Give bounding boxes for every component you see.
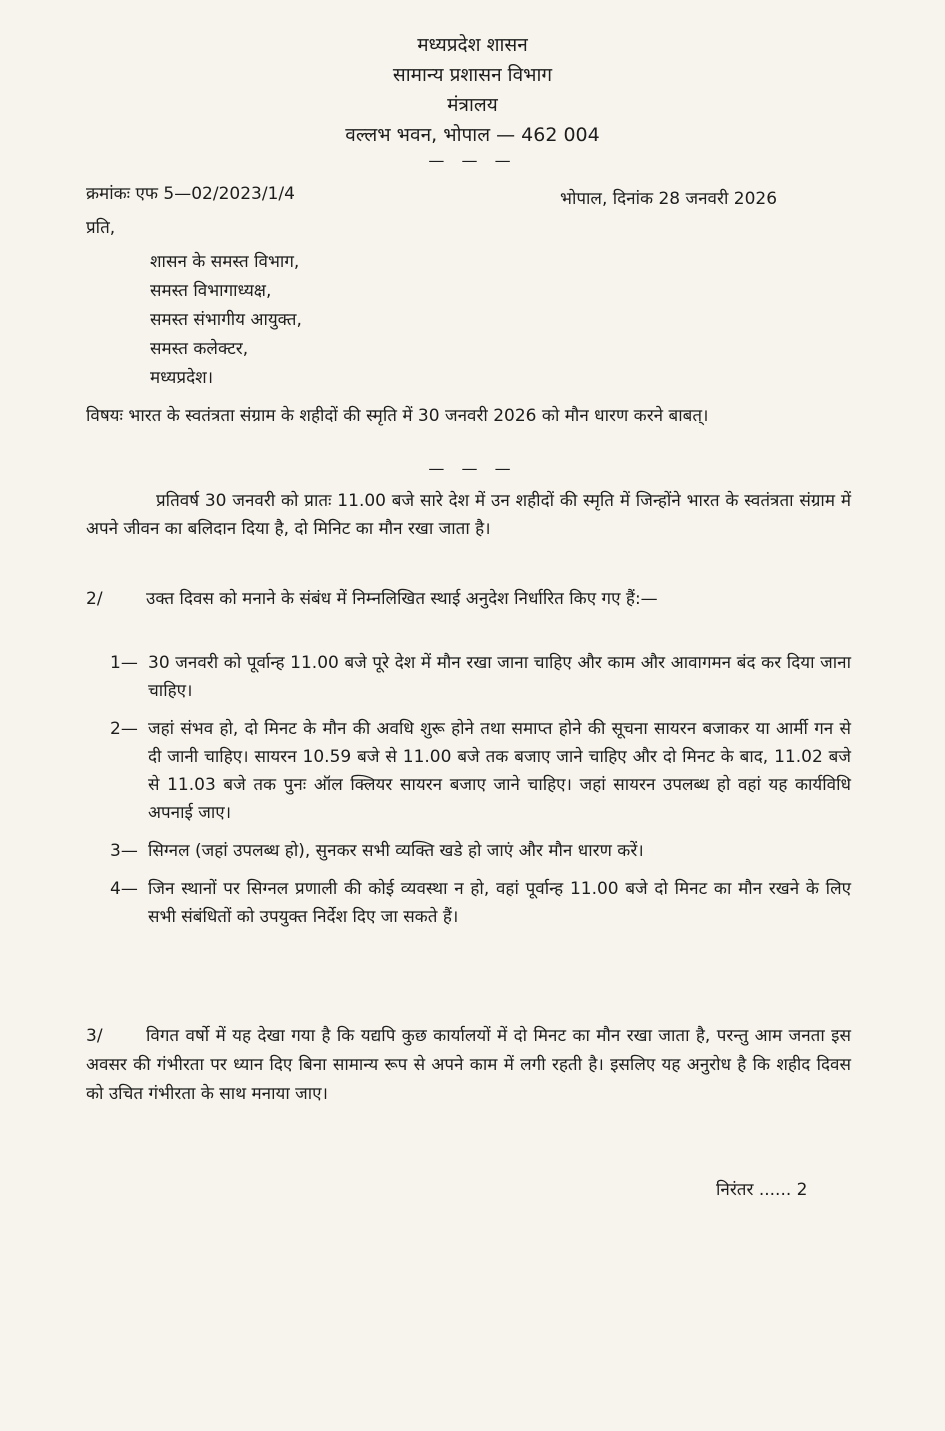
reference-number: क्रमांकः एफ 5—02/2023/1/4 — [86, 184, 295, 204]
continued-marker: निरंतर ...... 2 — [716, 1180, 808, 1200]
instruction-item — [110, 715, 851, 827]
instruction-item — [110, 837, 851, 865]
to-label: प्रति, — [86, 218, 116, 238]
paragraph-3-number: 3/ — [86, 1026, 103, 1046]
paragraph-3-text: विगत वर्षो में यह देखा गया है कि यद्यपि कुछ कार्यालयों में दो मिनट का मौन रखा जाता है, परन्तु आम जनता इस अवसर की गंभीरता पर ध्यान दिए बिना सामान्य रूप से अपने काम में लगी रहती है। इसलिए यह अनुरोध है कि शहीद दिवस को उचित गंभीरता के साथ मनाया जाए। — [86, 1026, 851, 1104]
instructions-list — [110, 649, 851, 941]
letterhead-government: मध्यप्रदेश शासन — [417, 34, 528, 56]
letterhead-address: वल्लभ भवन, भोपाल — 462 004 — [345, 124, 600, 146]
instruction-text: 30 जनवरी को पूर्वान्ह 11.00 बजे पूरे देश में मौन रखा जाना चाहिए और काम और आवागमन बंद कर दिया जाना चाहिए। — [148, 653, 851, 701]
paragraph-3 — [86, 1022, 851, 1109]
instruction-number: 1— — [110, 653, 138, 673]
instruction-number: 4— — [110, 879, 138, 899]
subject-line: विषयः भारत के स्वतंत्रता संग्राम के शहीदों की स्मृति में 30 जनवरी 2026 को मौन धारण करने बाबत्। — [86, 406, 709, 426]
recipients-list — [150, 248, 302, 393]
instruction-text: जिन स्थानों पर सिग्नल प्रणाली की कोई व्यवस्था न हो, वहां पूर्वान्ह 11.00 बजे दो मिनट का मौन रखने के लिए सभी संबंधितों को उपयुक्त निर्देश दिए जा सकते हैं। — [148, 879, 851, 927]
recipient-item: शासन के समस्त विभाग, — [150, 252, 300, 272]
instruction-text: जहां संभव हो, दो मिनट के मौन की अवधि शुरू होने तथा समाप्त होने की सूचना सायरन बजाकर या आर्मी गन से दी जानी चाहिए। सायरन 10.59 बजे से 11.00 बजे तक बजाए जाने चाहिए और दो मिनट के बाद, 11.02 बजे से 11.03 बजे तक पुनः ऑल क्लियर सायरन बजाए जाने चाहिए। जहां सायरन उपलब्ध हो वहां यह कार्यविधि अपनाई जाए। — [148, 719, 851, 823]
letterhead — [0, 30, 945, 172]
recipient-item: समस्त कलेक्टर, — [150, 339, 249, 359]
letterhead-separator: — — — — [428, 151, 517, 170]
paragraph-2 — [86, 586, 851, 612]
instruction-text: सिग्नल (जहां उपलब्ध हो), सुनकर सभी व्यक्ति खडे हो जाएं और मौन धारण करें। — [148, 841, 644, 861]
recipient-item: समस्त संभागीय आयुक्त, — [150, 310, 302, 330]
instruction-number: 2— — [110, 719, 138, 739]
letter-date: भोपाल, दिनांक 28 जनवरी 2026 — [560, 189, 778, 209]
paragraph-2-number: 2/ — [86, 589, 103, 609]
instruction-item — [110, 649, 851, 705]
instruction-item — [110, 875, 851, 931]
paragraph-intro: प्रतिवर्ष 30 जनवरी को प्रातः 11.00 बजे सारे देश में उन शहीदों की स्मृति में जिन्होंने भारत के स्वतंत्रता संग्राम में अपने जीवन का बलिदान दिया है, दो मिनिट का मौन रखा जाता है। — [86, 491, 851, 539]
letterhead-ministry: मंत्रालय — [447, 94, 498, 116]
paragraph-2-text: उक्त दिवस को मनाने के संबंध में निम्नलिखित स्थाई अनुदेश निर्धारित किए गए हैं:— — [146, 589, 658, 609]
recipient-item: मध्यप्रदेश। — [150, 368, 214, 388]
recipient-item: समस्त विभागाध्यक्ष, — [150, 281, 272, 301]
body-separator: — — — — [428, 459, 517, 478]
instruction-number: 3— — [110, 841, 138, 861]
letterhead-department: सामान्य प्रशासन विभाग — [392, 64, 553, 86]
